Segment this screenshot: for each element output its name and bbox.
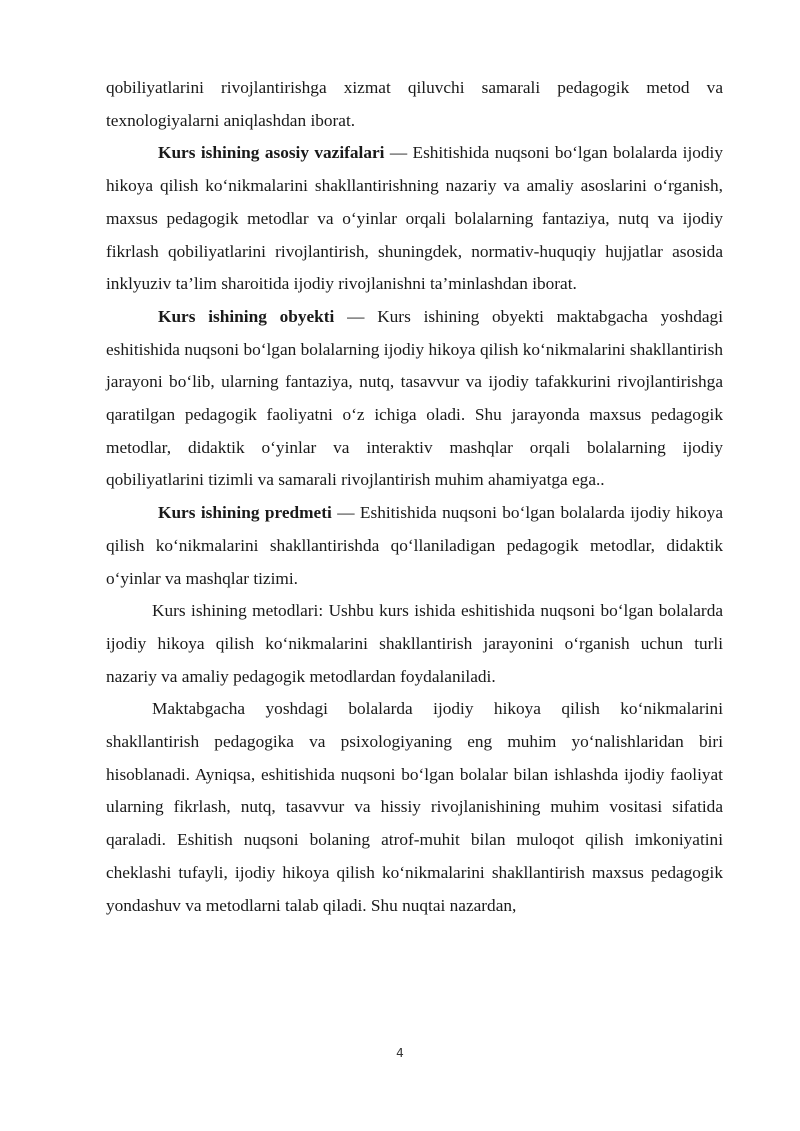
paragraph-text: qobiliyatlarini rivojlantirishga xizmat qiluvchi samarali pedagogik metod va texnologiyalarni aniqlashdan iborat. bbox=[106, 78, 723, 130]
document-body bbox=[106, 72, 723, 922]
section-heading-object: Kurs ishining obyekti bbox=[158, 306, 335, 326]
paragraph-subject bbox=[106, 497, 723, 595]
paragraph-text: Kurs ishining metodlari: Ushbu kurs ishida eshitishida nuqsoni bo‘lgan bolalarda ijodiy hikoya qilish ko‘nikmalarini shakllantirish jarayonini o‘rganish uchun turli nazariy va amaliy pedagogik metodlardan foydalaniladi. bbox=[106, 601, 723, 686]
paragraph-text: — Eshitishida nuqsoni bo‘lgan bolalarda ijodiy hikoya qilish ko‘nikmalarini shakllantirishda qo‘llaniladigan pedagogik metodlar, didaktik o‘yinlar va mashqlar tizimi. bbox=[106, 503, 723, 588]
paragraph-continuation bbox=[106, 72, 723, 137]
paragraph-text: — Eshitishida nuqsoni bo‘lgan bolalarda ijodiy hikoya qilish ko‘nikmalarini shakllantirishning nazariy va amaliy asoslarini o‘rganish, maxsus pedagogik metodlar va o‘yinlar orqali bolalarning fantaziya, nutq va ijodiy fikrlash qobiliyatlarini rivojlantirish, shuningdek, normativ-huquqiy hujjatlar asosida inklyuziv ta’lim sharoitida ijodiy rivojlanishni ta’minlashdan iborat. bbox=[106, 143, 723, 294]
paragraph-methods bbox=[106, 595, 723, 693]
page-number: 4 bbox=[396, 1046, 404, 1060]
section-heading-tasks: Kurs ishining asosiy vazifalari bbox=[158, 143, 385, 163]
paragraph-text: Maktabgacha yoshdagi bolalarda ijodiy hikoya qilish ko‘nikmalarini shakllantirish pedagogika va psixologiyaning eng muhim yo‘nalishlaridan biri hisoblanadi. Ayniqsa, eshitishida nuqsoni bo‘lgan bolalar bilan ishlashda ijodiy faoliyat ularning fikrlash, nutq, tasavvur va hissiy rivojlanishining muhim vositasi sifatida qaraladi. Eshitish nuqsoni bolaning atrof-muhit bilan muloqot qilish imkoniyatini cheklashi tufayli, ijodiy hikoya qilish ko‘nikmalarini shakllantirish maxsus pedagogik yondashuv va metodlarni talab qiladi. Shu nuqtai nazardan, bbox=[106, 699, 723, 915]
section-heading-subject: Kurs ishining predmeti bbox=[158, 503, 332, 523]
paragraph-object bbox=[106, 301, 723, 497]
paragraph-tasks bbox=[106, 137, 723, 301]
paragraph-text: — Kurs ishining obyekti maktabgacha yoshdagi eshitishida nuqsoni bo‘lgan bolalarning ijodiy hikoya qilish ko‘nikmalarini shakllantirish jarayoni bo‘lib, ularning fantaziya, nutq, tasavvur va ijodiy tafakkurini rivojlantirishga qaratilgan pedagogik faoliyatni o‘z ichiga oladi. Shu jarayonda maxsus pedagogik metodlar, didaktik o‘yinlar va interaktiv mashqlar orqali bolalarning ijodiy qobiliyatlarini tizimli va samarali rivojlantirish muhim ahamiyatga ega.. bbox=[106, 306, 723, 490]
paragraph-intro bbox=[106, 693, 723, 922]
